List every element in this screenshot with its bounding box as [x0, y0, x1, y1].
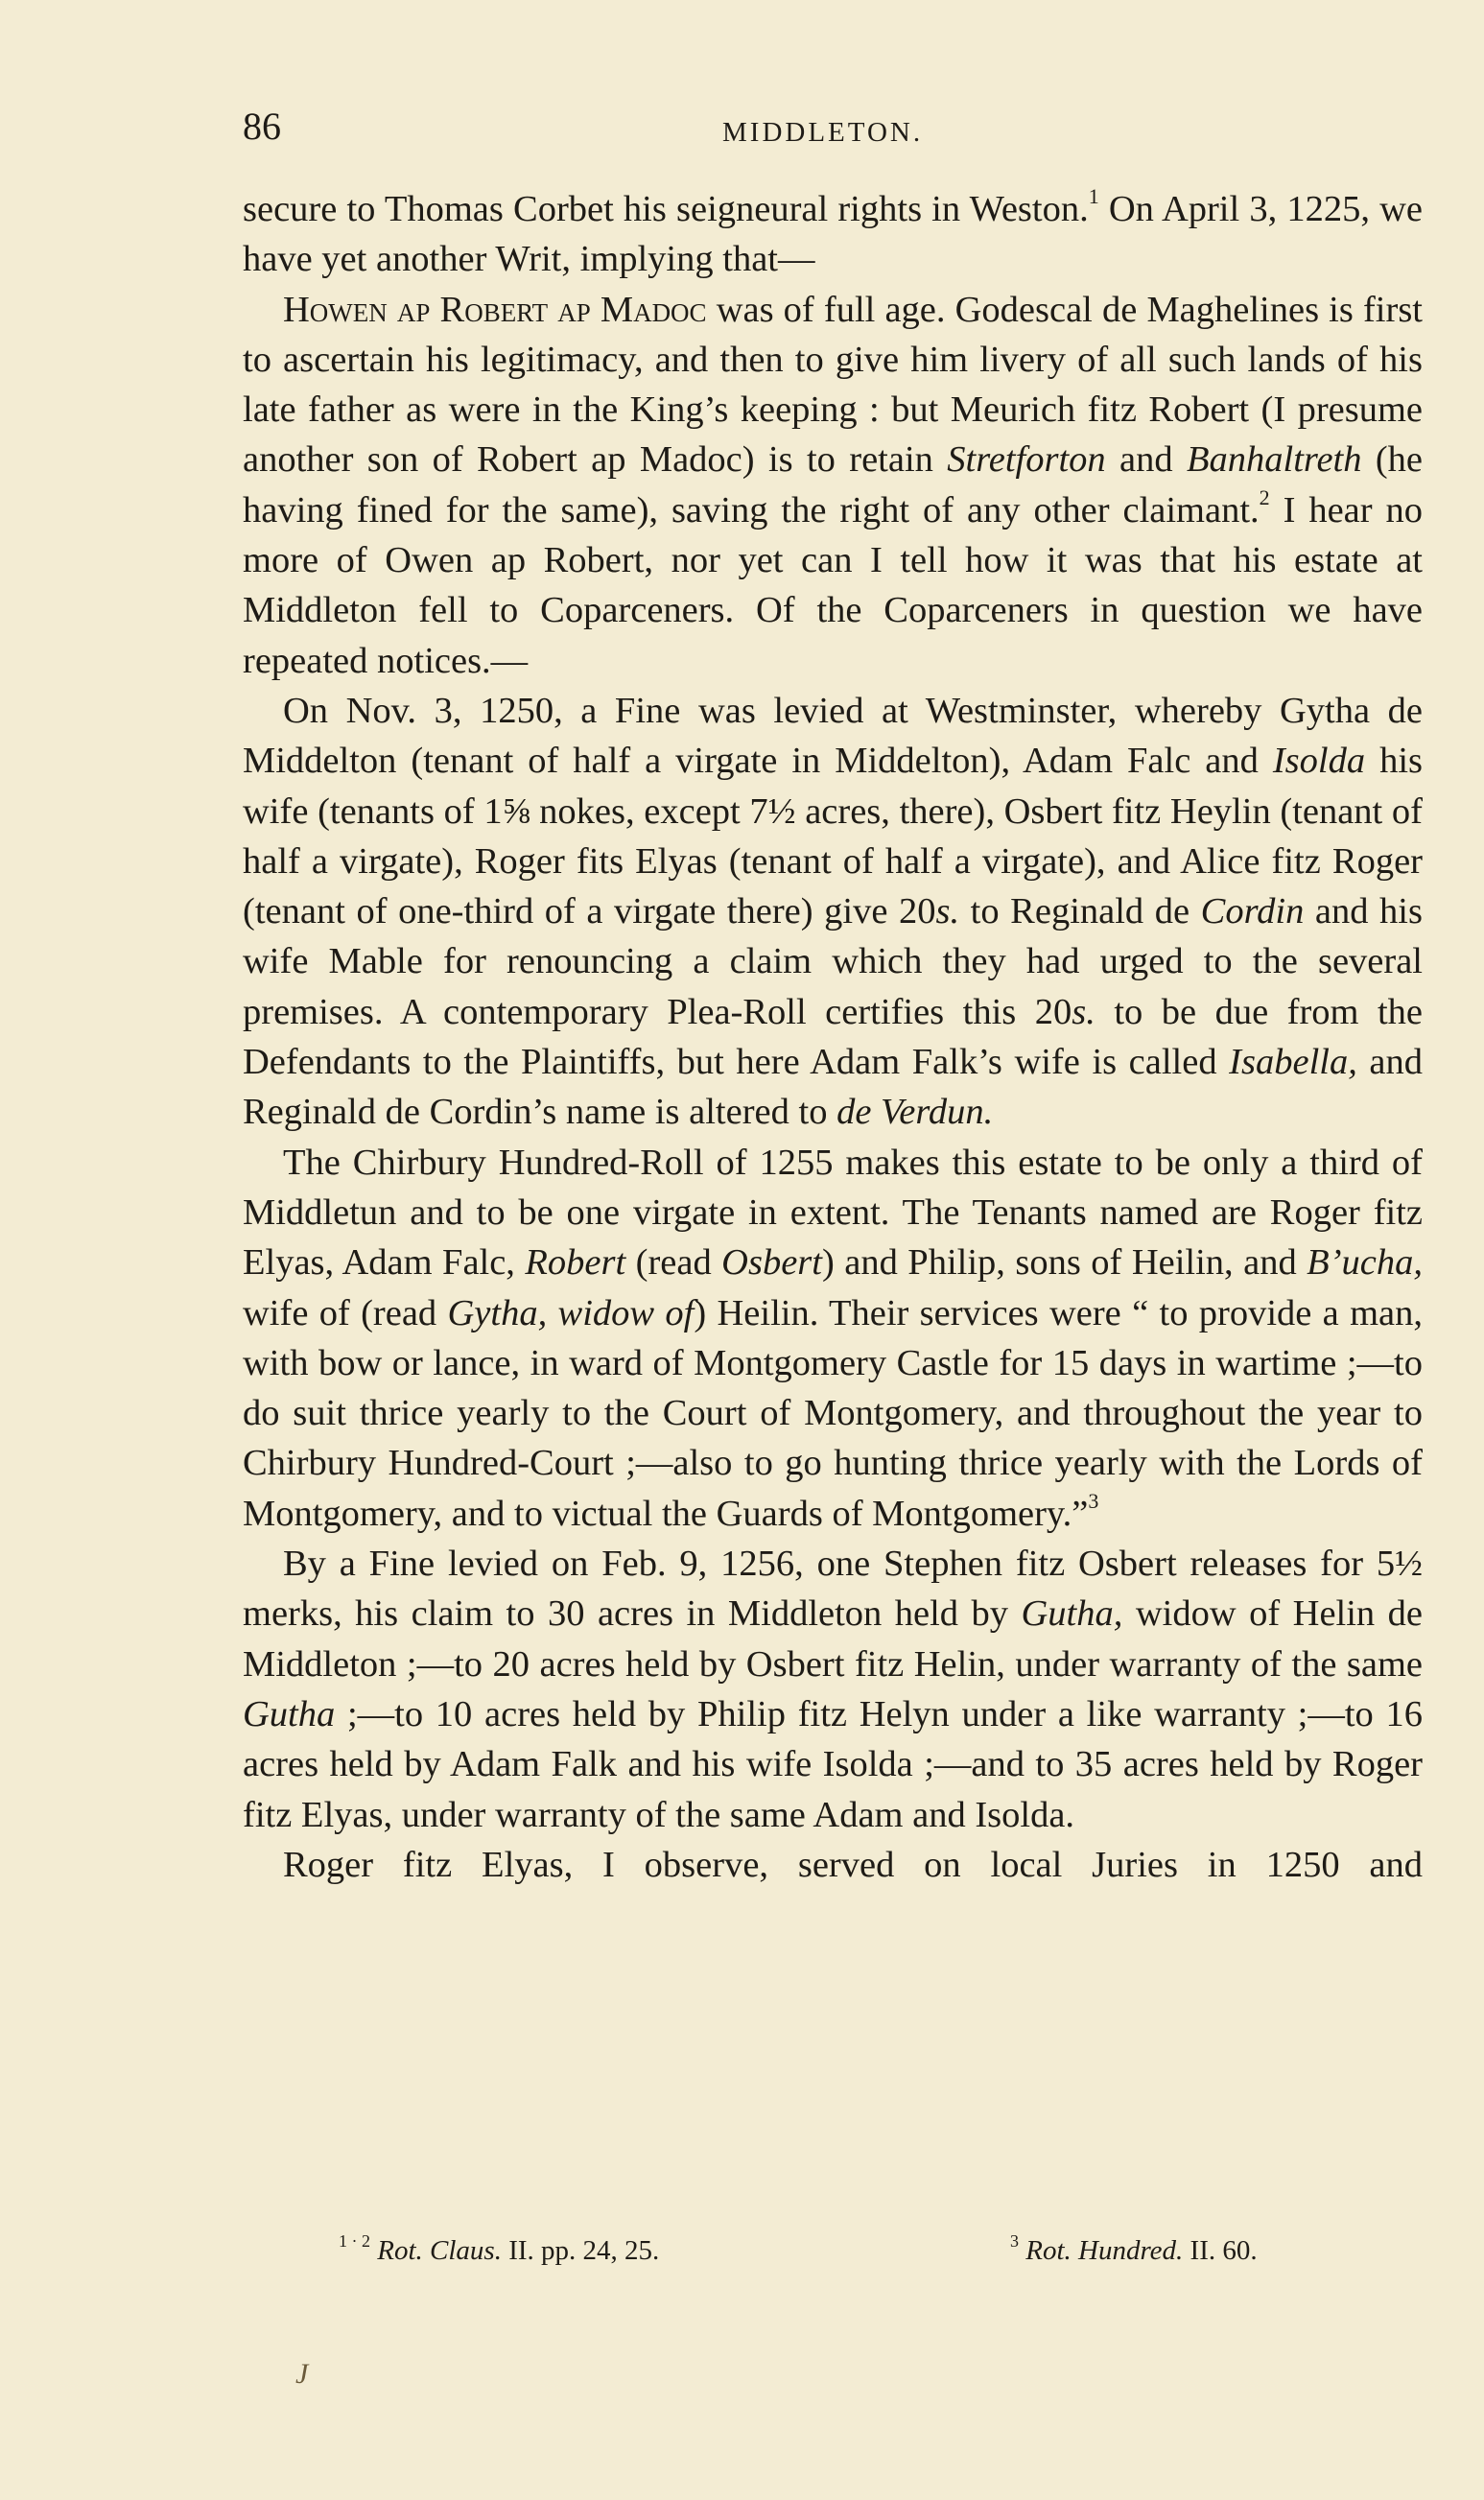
paragraph-2: [243, 285, 1423, 686]
italic-name: Isabella,: [1229, 1042, 1357, 1083]
text: By a Fine levied on Feb. 9, 1256, one Stephen fitz Osbert releases for 5½ merks, his claim to 30 acres in Middleton held by: [243, 1544, 1423, 1635]
text: The Chirbury Hundred-Roll of 1255 makes this estate to be only a third of Middletun and to be one virgate in extent. The Tenants named are Roger fitz Elyas, Adam Falc,: [243, 1142, 1423, 1284]
footnote-ref: II. 60.: [1183, 2235, 1258, 2266]
text: ) and Philip, sons of Heilin, and: [821, 1242, 1307, 1284]
text: ;—to 10 acres held by Philip fitz Helyn under a like warranty ;—to 16 acres held by Adam Falk and his wife Isolda ;—and to 35 acres held by Roger fitz Elyas, under warranty of the same Adam and Isolda.: [243, 1693, 1423, 1835]
footnote-ref-1: 1: [1088, 184, 1099, 209]
footnote-ref-3: 3: [1088, 1488, 1099, 1513]
footnote-ref-2: 2: [1259, 484, 1270, 509]
italic-abbrev: s.: [935, 891, 960, 932]
writ-name: Howen ap Robert ap Madoc: [283, 289, 707, 330]
text: was of full age. Godescal de Maghelines is first to ascertain his legitimacy, and then to give him livery of all such lands of his late father as were in the King’s keeping : but Meurich fitz Robert (I presume another son of Robert ap Madoc) is to retain: [243, 289, 1423, 481]
text: I hear no more of Owen ap Robert, nor yet can I tell how it was that his estate at Middleton fell to Coparceners. Of the Coparceners in question we have repeated notices.—: [243, 489, 1423, 681]
paragraph-4: [243, 1138, 1423, 1539]
italic-name: Osbert: [721, 1242, 822, 1284]
page-header: [243, 104, 1423, 161]
italic-name: Gutha: [243, 1693, 336, 1734]
footnote-source: Rot. Claus.: [377, 2235, 502, 2266]
text: secure to Thomas Corbet his seigneural rights in Weston.: [243, 189, 1089, 229]
text: (read: [625, 1242, 722, 1284]
italic-abbrev: s.: [1072, 991, 1095, 1032]
italic-name: Cordin: [1200, 891, 1305, 932]
paragraph-1: [243, 184, 1423, 285]
paragraph-6: [243, 1840, 1423, 1890]
footnote-source: Rot. Hundred.: [1025, 2235, 1184, 2266]
footnote-mark: 3: [1010, 2231, 1019, 2252]
body-text: [243, 184, 1423, 1890]
italic-name: Gutha,: [1021, 1593, 1123, 1635]
italic-name: Gytha, widow of: [447, 1292, 695, 1333]
signature-mark: J: [295, 2358, 309, 2390]
text: On April 3, 1225, we have yet another Writ, implying that—: [243, 189, 1424, 280]
text: and: [1105, 439, 1187, 481]
footnote-3: [1010, 2231, 1258, 2267]
running-title: MIDDLETON.: [722, 117, 924, 148]
text: Roger fitz Elyas, I observe, served on local Juries in 1250 and: [283, 1844, 1423, 1885]
place-name: Stretforton: [947, 439, 1106, 481]
italic-name: B’ucha,: [1307, 1242, 1423, 1284]
footnote-1-2: [339, 2231, 660, 2267]
text: ) Heilin. Their services were “ to provide a man, with bow or lance, in ward of Montgomery Castle for 15 days in wartime ;—to do suit thrice yearly to the Court of Montgomery, and throughout the year to Chirbury Hundred-Court ;—also to go hunting thrice yearly with the Lords of Montgomery, and to victual the Guards of Montgomery.”: [243, 1292, 1423, 1534]
text: (he having fined for the same), saving the right of any other claimant.: [243, 439, 1423, 531]
italic-name: de Verdun.: [836, 1092, 994, 1133]
text: his wife (tenants of 1⅝ nokes, except 7½ acres, there), Osbert fitz Heylin (tenant of half a virgate), Roger fits Elyas (tenant of half a virgate), and Alice fitz Roger (tenant of one-third of a virgate there) give 20: [243, 741, 1423, 932]
text: to be due from the Defendants to the Plaintiffs, but here Adam Falk’s wife is called: [243, 991, 1423, 1083]
text: to Reginald de: [959, 891, 1201, 932]
footnote-marks: 1 · 2: [339, 2231, 370, 2252]
text: and his wife Mable for renouncing a claim which they had urged to the several premises. A contemporary Plea-Roll certifies this 20: [243, 891, 1423, 1032]
text: On Nov. 3, 1250, a Fine was levied at Westminster, whereby Gytha de Middelton (tenant of half a virgate in Middelton), Adam Falc and: [243, 690, 1423, 782]
page-number: 86: [243, 105, 281, 148]
footnotes: [243, 2231, 1423, 2274]
text: widow of Helin de Middleton ;—to 20 acres held by Osbert fitz Helin, under warranty of the same: [243, 1593, 1423, 1685]
italic-name: Isolda: [1272, 741, 1366, 782]
italic-name: Robert: [525, 1242, 626, 1284]
paragraph-5: [243, 1539, 1423, 1840]
footnote-ref: II. pp. 24, 25.: [501, 2235, 660, 2266]
place-name: Banhaltreth: [1186, 439, 1362, 481]
text: wife of (read: [243, 1292, 448, 1333]
paragraph-3: [243, 686, 1423, 1138]
text: and Reginald de Cordin’s name is altered to: [243, 1042, 1423, 1133]
